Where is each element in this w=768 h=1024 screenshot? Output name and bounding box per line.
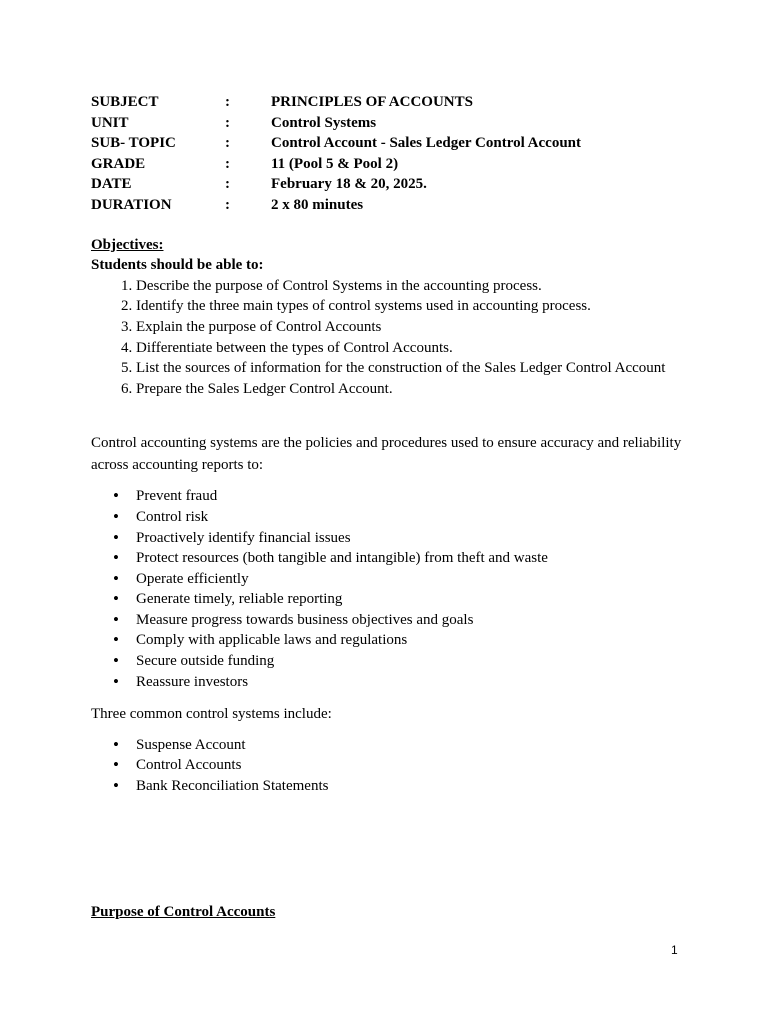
objectives-subheading: Students should be able to: — [91, 257, 264, 274]
list-item: • Secure outside funding — [136, 651, 691, 672]
list-item: • Operate efficiently — [136, 569, 691, 590]
list-item: • Proactively identify financial issues — [136, 528, 691, 549]
list-item: • Protect resources (both tangible and intangible) from theft and waste — [136, 548, 691, 569]
page-number: 1 — [671, 943, 678, 957]
list-item: • Measure progress towards business objectives and goals — [136, 610, 691, 631]
header-row-duration — [91, 195, 581, 216]
header-value: PRINCIPLES OF ACCOUNTS — [271, 94, 473, 110]
list-item: 5. List the sources of information for the construction of the Sales Ledger Control Account — [136, 358, 691, 379]
header-label: SUB- TOPIC — [91, 135, 176, 152]
header-label: DURATION — [91, 196, 172, 213]
header-value: 11 (Pool 5 & Pool 2) — [271, 155, 399, 172]
header-value: Control Systems — [271, 114, 377, 131]
list-item: • Bank Reconciliation Statements — [136, 776, 691, 797]
list-item: 4. Differentiate between the types of Control Accounts. — [136, 338, 691, 359]
benefits-list — [91, 486, 691, 692]
lesson-header-table — [91, 92, 581, 216]
header-row-grade — [91, 154, 581, 175]
intro-paragraph: Control accounting systems are the policies and procedures used to ensure accuracy and reliability across accounting reports to: — [91, 435, 682, 474]
header-colon: : — [225, 94, 230, 110]
header-row-sub-topic — [91, 133, 581, 154]
list-item: 2. Identify the three main types of control systems used in accounting process. — [136, 296, 691, 317]
list-item: 6. Prepare the Sales Ledger Control Account. — [136, 379, 691, 400]
list-item: • Comply with applicable laws and regulations — [136, 630, 691, 651]
list-item: • Suspense Account — [136, 735, 691, 756]
header-label: DATE — [91, 176, 132, 193]
document-page — [91, 92, 691, 797]
header-colon: : — [225, 135, 230, 152]
header-value: Control Account - Sales Ledger Control Account — [271, 135, 581, 152]
list-item: • Generate timely, reliable reporting — [136, 589, 691, 610]
list-item: 3. Explain the purpose of Control Accounts — [136, 317, 691, 338]
header-label: GRADE — [91, 155, 146, 172]
header-label: SUBJECT — [91, 94, 159, 110]
common-systems-intro: Three common control systems include: — [91, 706, 332, 723]
header-row-subject — [91, 92, 581, 113]
objectives-list — [91, 276, 691, 400]
list-item: • Reassure investors — [136, 672, 691, 693]
objectives-heading: Objectives: — [91, 236, 164, 253]
common-systems-list — [91, 735, 691, 797]
list-item: 1. Describe the purpose of Control Systems in the accounting process. — [136, 276, 691, 297]
purpose-heading: Purpose of Control Accounts — [91, 904, 276, 920]
list-item: • Control risk — [136, 507, 691, 528]
header-colon: : — [225, 196, 230, 213]
header-colon: : — [225, 176, 230, 193]
list-item: • Prevent fraud — [136, 486, 691, 507]
header-value: 2 x 80 minutes — [271, 196, 364, 213]
header-row-date — [91, 174, 581, 195]
header-row-unit — [91, 113, 581, 134]
header-colon: : — [225, 155, 230, 172]
header-colon: : — [225, 114, 230, 131]
list-item: • Control Accounts — [136, 755, 691, 776]
header-label: UNIT — [91, 114, 129, 131]
header-value: February 18 & 20, 2025. — [271, 176, 427, 193]
